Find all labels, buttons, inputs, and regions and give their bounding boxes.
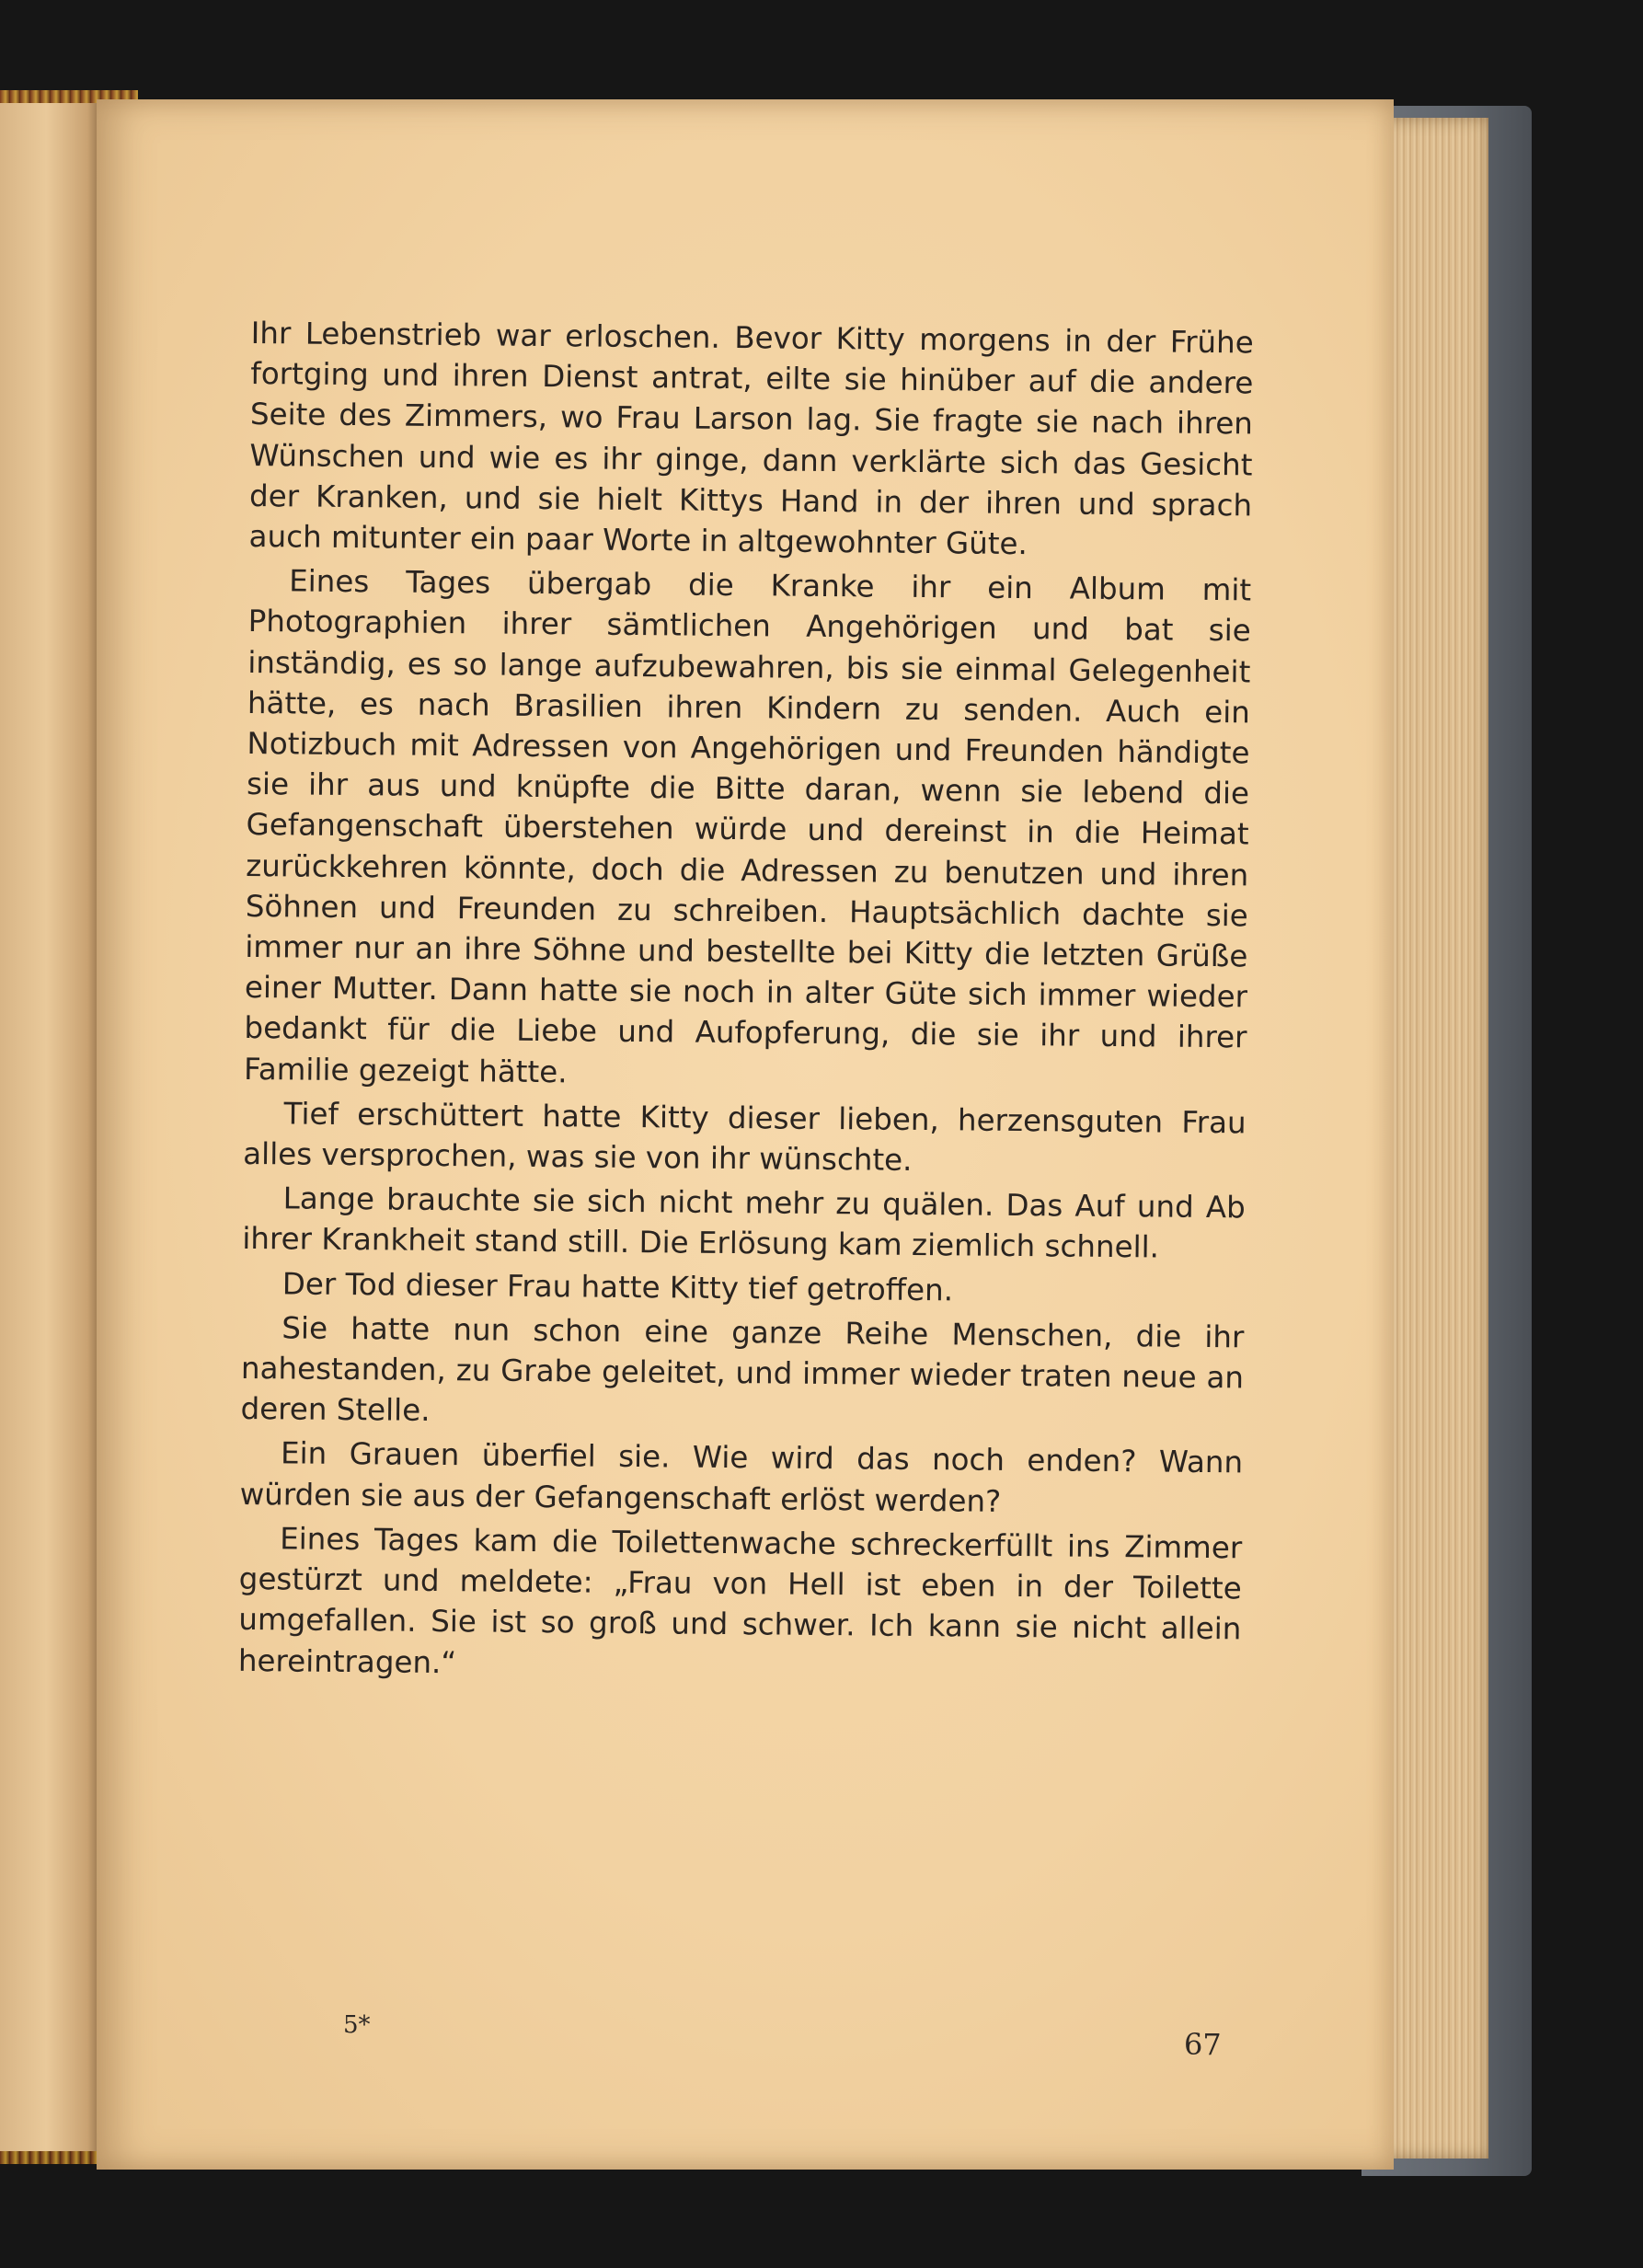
signature-mark: 5* [343,2011,371,2039]
paragraph: Tief erschüttert hatte Kitty dieser lieben, herzensguten Frau alles versprochen, was sie von ihr wünschte. [243,1096,1247,1179]
paragraph: Ein Grauen überfiel sie. Wie wird das noch enden? Wann würden sie aus der Gefangenschaft erlöst werden? [239,1435,1244,1519]
paragraph: Eines Tages kam die Toilettenwache schreckerfüllt ins Zimmer gestürzt und meldete: „Frau von Hell ist eben in der Toilette umgefallen. Sie ist so groß und schwer. Ich kann sie nicht allein hereintragen.“ [237,1521,1243,1680]
book-page [97,99,1394,2170]
left-page-edge [0,92,103,2158]
paragraph: Eines Tages übergab die Kranke ihr ein Album mit Photographien ihrer sämtlichen Angehörigen und bat sie inständig, es so lange aufzubewahren, bis sie einmal Gelegenheit hätte, es nach Brasilien ihren Kindern zu senden. Auch ein Notizbuch mit Adressen von Angehörigen und Freunden händigte sie ihr aus und knüpfte die Bitte daran, wenn sie lebend die Gefangenschaft überstehen würde und dereinst in die Heimat zurückkehren könnte, doch die Adressen zu benutzen und ihren Söhnen und Freunden zu schreiben. Hauptsächlich dachte sie immer nur an ihre Söhne und bestellte bei Kitty die letzten Grüße einer Mutter. Dann hatte sie noch in alter Güte sich immer wieder bedankt für die Liebe und Aufopferung, die sie ihr und ihrer Familie gezeigt hätte. [243,563,1252,1089]
page-number: 67 [1184,2027,1222,2062]
body-text [238,313,1254,1694]
paragraph: Sie hatte nun schon eine ganze Reihe Menschen, die ihr nahestanden, zu Grabe geleitet, und immer wieder traten neue an deren Stelle. [240,1310,1245,1429]
page-edges [1380,118,1488,2159]
paragraph: Lange brauchte sie sich nicht mehr zu quälen. Das Auf und Ab ihrer Krankheit stand still. Die Erlösung kam ziemlich schnell. [242,1180,1246,1265]
paragraph: Ihr Lebenstrieb war erloschen. Bevor Kitty morgens in der Frühe fortging und ihren Dienst antrat, eilte sie hinüber auf die andere Seite des Zimmers, wo Frau Larson lag. Sie fragte sie nach ihren Wünschen und wie es ihr ginge, dann verklärte sich das Gesicht der Kranken, und sie hielt Kittys Hand in der ihren und sprach auch mitunter ein paar Worte in altgewohnter Güte. [248,315,1254,562]
paragraph: Der Tod dieser Frau hatte Kitty tief getroffen. [281,1266,954,1308]
